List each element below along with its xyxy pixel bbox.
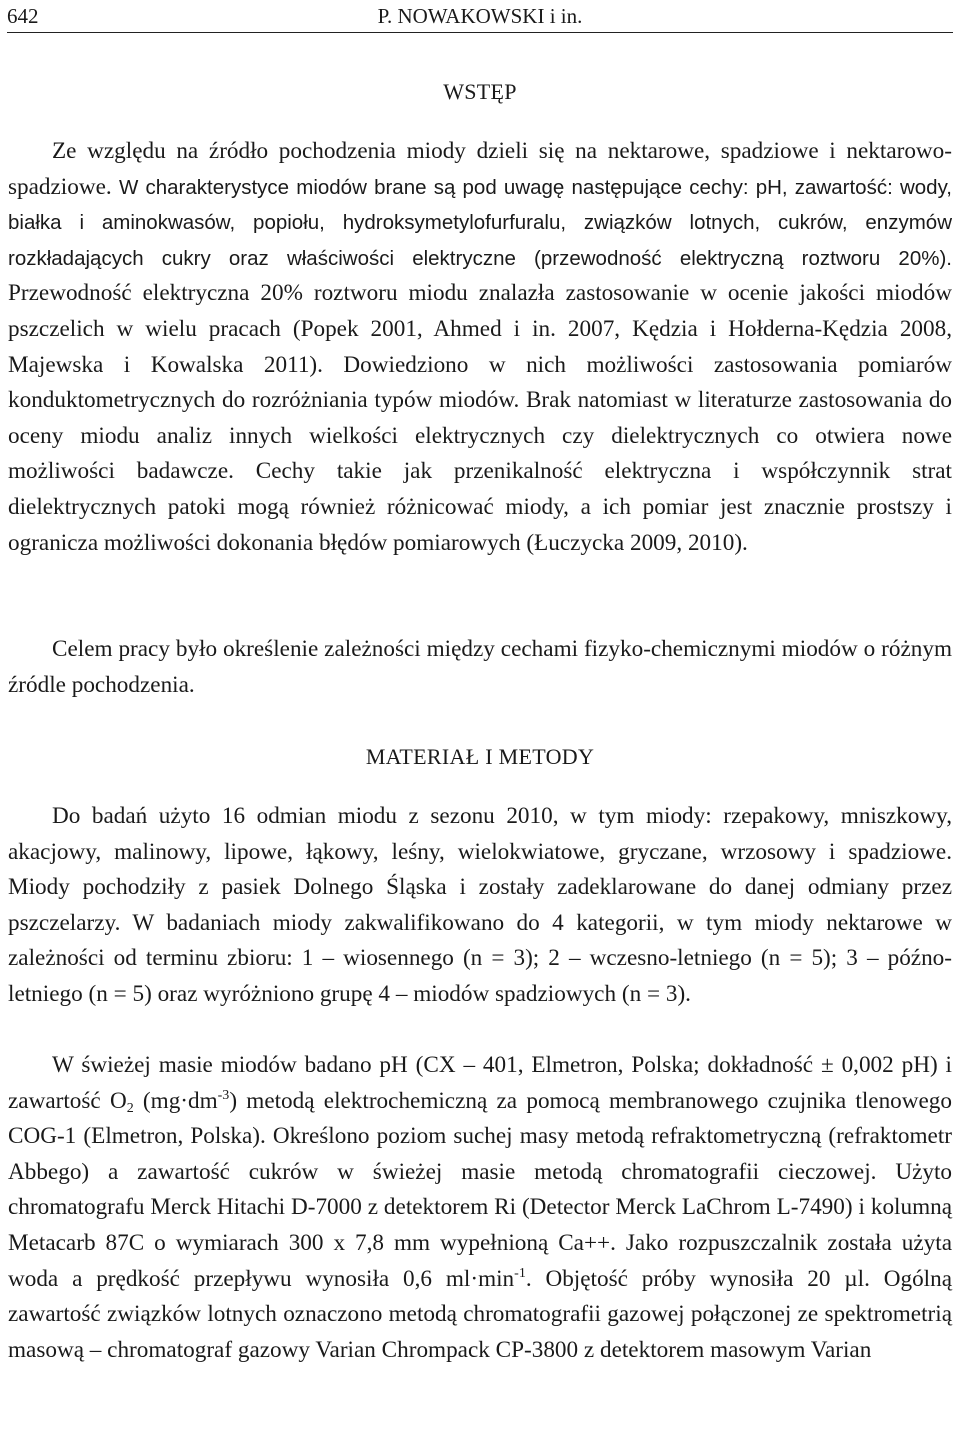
paragraph-methods-2-text-1: W świeżej masie miodów badano pH (CX – 401, Elmetron, Polska; dokładność ± 0,002 pH) i zawartość O [8, 1052, 952, 1114]
paragraph-methods-2 [8, 1048, 952, 1368]
running-title: P. NOWAKOWSKI i in. [377, 4, 583, 28]
unit-superscript-1: -3 [217, 1087, 230, 1103]
paragraph-intro-1-part-c: Przewodność elektryczna 20% roztworu miodu znalazła zastosowanie w ocenie jakości miodów pszczelich w wielu pracach (Popek 2001, Ahmed i in. 2007, Kędzia i Hołderna-Kędzia 2008, Majewska i Kowalska 2011). Dowiedziono w nich możliwości zastosowania pomiarów konduktometrycznych do rozróżniania typów miodów. Brak natomiast w literaturze zastosowania do oceny miodu analiz innych wielkości elektrycznych czy dielektrycznych co otwiera nowe możliwości badawcze. Cechy takie jak przenikalność elektryczna i współczynnik strat dielektrycznych patoki mogą również różnicować miody, a ich pomiar jest znacznie prostszy i ogranicza możliwości dokonania błędów pomiarowych (Łuczycka 2009, 2010). [8, 280, 952, 556]
paragraph-intro-1-part-b: W charakterystyce miodów brane są pod uwagę następujące cechy: pH, zawartość: wody, białka i aminokwasów, popiołu, hydroksymetylofurfuralu, związków lotnych, cukrów, enzymów rozkładających cukry oraz właściwości elektryczne (przewodność elektryczną roztworu 20%). [8, 175, 952, 270]
paragraph-intro-1 [8, 134, 952, 561]
page-number: 642 [7, 4, 39, 28]
paragraph-methods-2-text-4: . Objętość próby wynosiła 20 µl. Ogólną zawartość związków lotnych oznaczono metodą chromatografii gazowej połączonej ze spektrometrią masową – chromatograf gazowy Varian Chrompack CP-3800 z detektorem masowym Varian [8, 1265, 952, 1363]
paragraph-intro-1-part-a: Ze względu na źródło pochodzenia miody dzieli się na nektarowe, spadziowe i nektarowo-spadziowe. [8, 138, 952, 200]
paragraph-methods-2-text-2: (mg·dm [133, 1087, 218, 1114]
paragraph-intro-2: Celem pracy było określenie zależności między cechami fizyko-chemicznymi miodów o różnym źródle pochodzenia. [8, 636, 952, 698]
paragraph-methods-1: Do badań użyto 16 odmian miodu z sezonu 2010, w tym miody: rzepakowy, mniszkowy, akacjowy, malinowy, lipowe, łąkowy, leśny, wielokwiatowe, gryczane, wrzosowy i spadziowe. Miody pochodziły z pasiek Dolnego Śląska i zostały zadeklarowane do danej odmiany przez pszczelarzy. W badaniach miody zakwalifikowano do 4 kategorii, w tym miody nektarowe w zależności od terminu zbioru: 1 – wiosennego (n = 3); 2 – wczesno-letniego (n = 5); 3 – późno-letniego (n = 5) oraz wyróżniono grupę 4 – miodów spadziowych (n = 3). [8, 803, 952, 1007]
o2-subscript: 2 [126, 1100, 134, 1116]
section-heading-intro: WSTĘP [443, 79, 517, 104]
running-header [7, 2, 953, 33]
paragraph-methods-2-text-3: ) metodą elektrochemiczną za pomocą membranowego czujnika tlenowego COG-1 (Elmetron, Polska). Określono poziom suchej masy metodą refraktometryczną (refraktometr Abbego) a zawartość cukrów w świeżej masie metodą chromatografii cieczowej. Użyto chromatografu Merck Hitachi D-7000 z detektorem Ri (Detector Merck LaChrom L-7490) i kolumną Metacarb 87C o wymiarach 300 x 7,8 mm wypełnioną Ca++. Jako rozpuszczalnik została użyta woda a prędkość przepływu wynosiła 0,6 ml·min [8, 1087, 952, 1292]
section-heading-methods: MATERIAŁ I METODY [365, 744, 595, 769]
unit-superscript-2: -1 [514, 1265, 526, 1281]
